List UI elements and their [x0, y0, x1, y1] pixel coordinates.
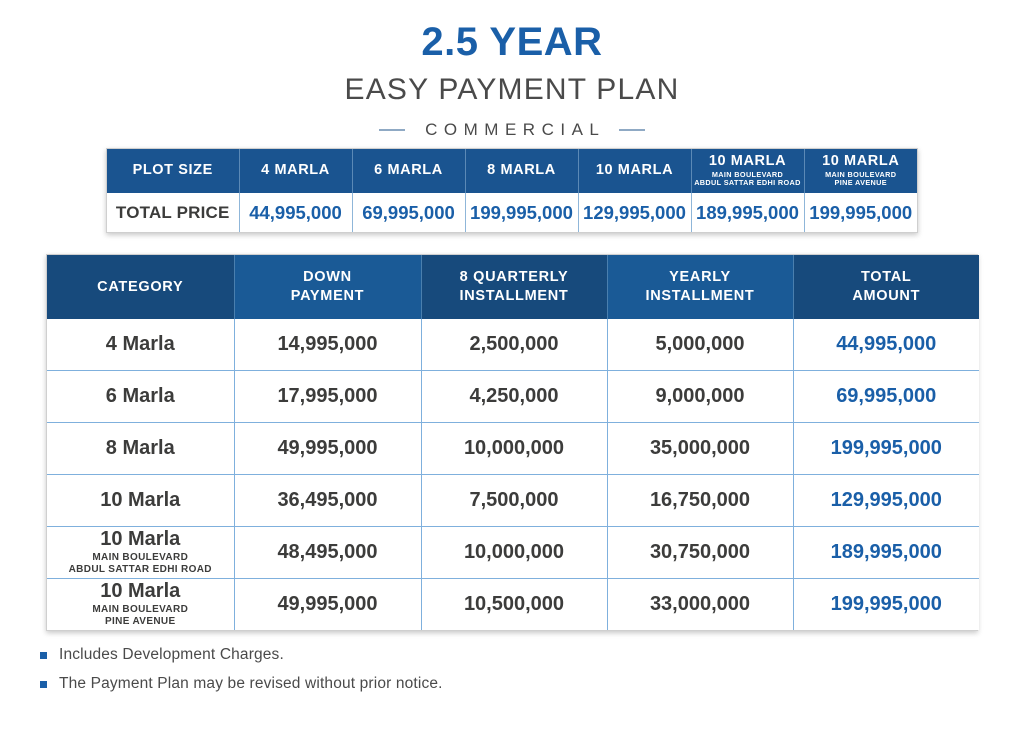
- dash-left-icon: [379, 129, 405, 131]
- plan-down-payment-cell: 14,995,000: [234, 319, 421, 371]
- plan-down-payment-cell: 49,995,000: [234, 423, 421, 475]
- plan-category-cell: [47, 423, 234, 475]
- plan-header-cell-3: YEARLY INSTALLMENT: [607, 255, 793, 319]
- page-title-secondary: EASY PAYMENT PLAN: [344, 73, 680, 106]
- page-title-primary: 2.5 YEAR: [421, 20, 603, 64]
- plan-category-cell: [47, 475, 234, 527]
- payment-plan-table-body: [47, 319, 979, 630]
- price-value-cell-2: 199,995,000: [465, 193, 578, 232]
- plot-price-table-body: [107, 193, 917, 232]
- price-header-subtitle: MAIN BOULEVARD PINE AVENUE: [825, 169, 897, 188]
- footnote-text: The Payment Plan may be revised without prior notice.: [59, 674, 443, 692]
- plan-total-cell: 199,995,000: [793, 579, 979, 631]
- footnote-text: Includes Development Charges.: [59, 646, 284, 663]
- price-header-title: 6 MARLA: [374, 162, 443, 179]
- plan-header-cell-4: TOTAL AMOUNT: [793, 255, 979, 319]
- page-title-tertiary: COMMERCIAL: [425, 120, 606, 139]
- plan-total-cell: 199,995,000: [793, 423, 979, 475]
- plan-category-cell: [47, 527, 234, 579]
- payment-plan-table-card: [46, 254, 978, 631]
- plan-total-cell: 44,995,000: [793, 319, 979, 371]
- plan-total-cell: 69,995,000: [793, 371, 979, 423]
- plan-quarterly-cell: 10,000,000: [421, 423, 607, 475]
- price-header-title: 4 MARLA: [261, 162, 330, 179]
- plot-price-table: [107, 149, 917, 232]
- page-title-tertiary-row: [0, 120, 1024, 140]
- plan-quarterly-cell: 10,000,000: [421, 527, 607, 579]
- plan-yearly-cell: 5,000,000: [607, 319, 793, 371]
- footnotes: [40, 645, 740, 703]
- table-row: [47, 423, 979, 475]
- price-header-title: 10 MARLA: [708, 153, 787, 170]
- plan-quarterly-cell: 4,250,000: [421, 371, 607, 423]
- plan-down-payment-cell: 17,995,000: [234, 371, 421, 423]
- page-title-block: [0, 0, 1024, 140]
- plan-total-cell: 129,995,000: [793, 475, 979, 527]
- plan-yearly-cell: 35,000,000: [607, 423, 793, 475]
- price-header-cell-1: [239, 149, 352, 193]
- dash-right-icon: [619, 129, 645, 131]
- plan-header-cell-0: CATEGORY: [47, 255, 234, 319]
- plan-category-subtitle: MAIN BOULEVARD PINE AVENUE: [92, 603, 189, 627]
- plan-down-payment-cell: 48,495,000: [234, 527, 421, 579]
- price-header-cell-3: [465, 149, 578, 193]
- price-value-cell-4: 189,995,000: [691, 193, 804, 232]
- price-header-cell-4: [578, 149, 691, 193]
- price-header-cell-6: [804, 149, 917, 193]
- plan-category-title: 6 Marla: [105, 385, 175, 407]
- table-row: [47, 527, 979, 579]
- price-header-cell-2: [352, 149, 465, 193]
- price-header-title: 10 MARLA: [822, 153, 900, 170]
- plot-price-table-head: [107, 149, 917, 193]
- plan-category-cell: [47, 371, 234, 423]
- plan-category-title: 10 Marla: [100, 527, 181, 550]
- plan-yearly-cell: 9,000,000: [607, 371, 793, 423]
- price-header-subtitle: MAIN BOULEVARD ABDUL SATTAR EDHI ROAD: [694, 169, 801, 188]
- plan-category-title: 8 Marla: [105, 437, 175, 459]
- plan-header-cell-1: DOWN PAYMENT: [234, 255, 421, 319]
- table-header-row: [107, 149, 917, 193]
- bullet-square-icon: [40, 681, 47, 688]
- plan-category-cell: [47, 319, 234, 371]
- plan-header-cell-2: 8 QUARTERLY INSTALLMENT: [421, 255, 607, 319]
- plan-category-cell: [47, 579, 234, 631]
- plan-category-subtitle: MAIN BOULEVARD ABDUL SATTAR EDHI ROAD: [68, 551, 212, 575]
- table-row: [47, 371, 979, 423]
- plan-down-payment-cell: 36,495,000: [234, 475, 421, 527]
- plan-yearly-cell: 16,750,000: [607, 475, 793, 527]
- plan-quarterly-cell: 2,500,000: [421, 319, 607, 371]
- table-header-row: [47, 255, 979, 319]
- plan-down-payment-cell: 49,995,000: [234, 579, 421, 631]
- price-header-title: 8 MARLA: [487, 162, 556, 179]
- plan-category-title: 4 Marla: [105, 333, 175, 355]
- price-value-cell-3: 129,995,000: [578, 193, 691, 232]
- table-row: [47, 579, 979, 631]
- footnote-item: [40, 674, 740, 695]
- price-header-title: PLOT SIZE: [132, 162, 213, 179]
- price-value-cell-5: 199,995,000: [804, 193, 917, 232]
- price-header-title: 10 MARLA: [595, 162, 674, 179]
- plan-category-title: 10 Marla: [100, 489, 181, 511]
- plan-quarterly-cell: 7,500,000: [421, 475, 607, 527]
- table-row: [107, 193, 917, 232]
- plan-quarterly-cell: 10,500,000: [421, 579, 607, 631]
- price-header-cell-0: [107, 149, 239, 193]
- plan-total-cell: 189,995,000: [793, 527, 979, 579]
- price-row-label: TOTAL PRICE: [107, 193, 239, 232]
- price-header-cell-5: [691, 149, 804, 193]
- bullet-square-icon: [40, 652, 47, 659]
- plan-yearly-cell: 33,000,000: [607, 579, 793, 631]
- price-value-cell-0: 44,995,000: [239, 193, 352, 232]
- payment-plan-table: [47, 255, 979, 630]
- table-row: [47, 319, 979, 371]
- plan-category-title: 10 Marla: [100, 579, 181, 602]
- table-row: [47, 475, 979, 527]
- payment-plan-table-head: [47, 255, 979, 319]
- plan-yearly-cell: 30,750,000: [607, 527, 793, 579]
- plot-price-table-card: [106, 148, 918, 233]
- price-value-cell-1: 69,995,000: [352, 193, 465, 232]
- footnote-item: [40, 645, 740, 666]
